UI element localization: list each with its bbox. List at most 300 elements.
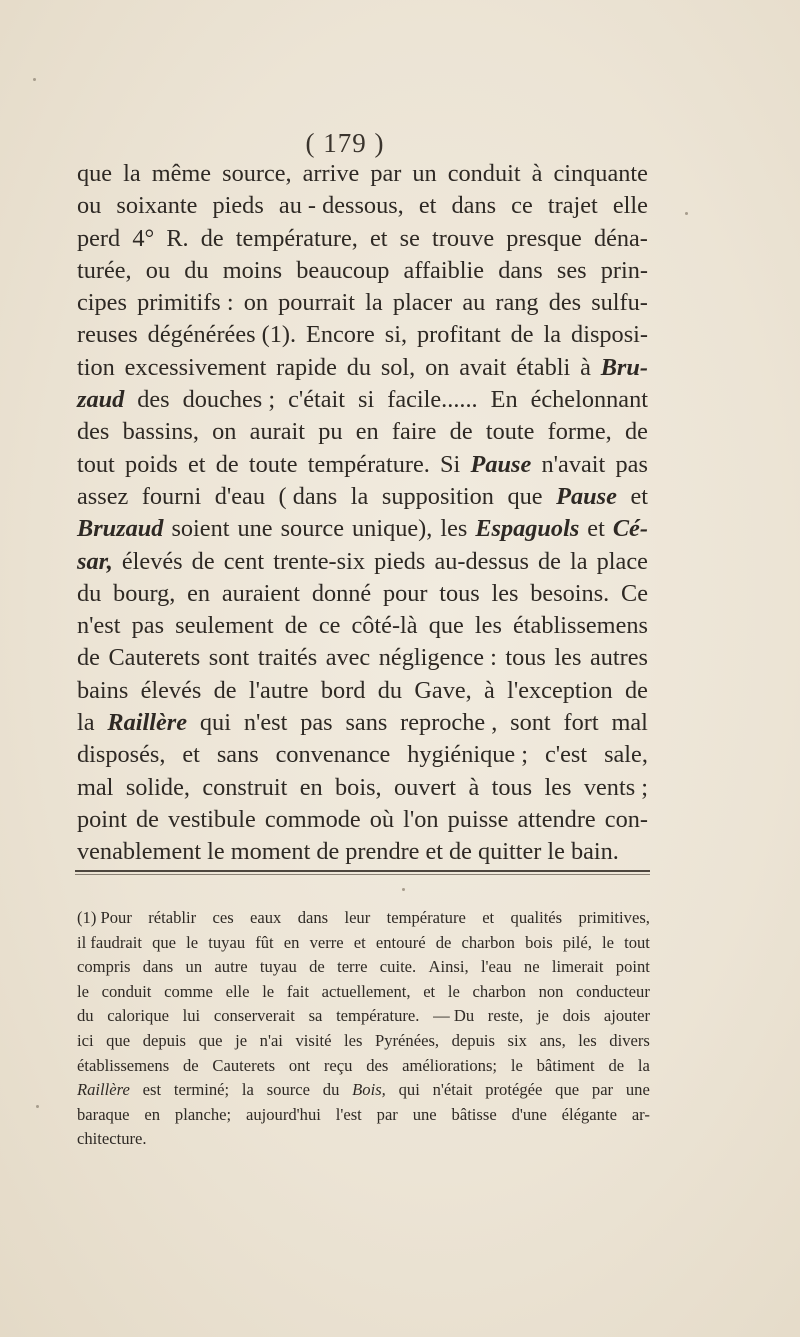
body-word: ouvert <box>393 773 457 801</box>
body-word: de <box>316 838 340 866</box>
body-line <box>77 287 648 319</box>
footnote-word: eaux <box>250 908 282 927</box>
body-word: dans <box>498 256 543 284</box>
body-word: au-dessus <box>434 547 529 575</box>
body-word: Gave, <box>414 676 472 704</box>
body-line <box>77 513 648 545</box>
body-line <box>77 255 648 287</box>
footnote-line <box>77 906 650 931</box>
body-word: Bruzaud <box>77 515 164 543</box>
body-line <box>77 223 648 255</box>
footnote-word: elle <box>225 981 250 1001</box>
footnote-word: je <box>536 1006 549 1026</box>
footnote-word: chitecture. <box>77 1129 147 1149</box>
footnote-line <box>77 1103 650 1128</box>
body-word: venablement <box>77 838 202 866</box>
body-word: sont <box>510 709 551 737</box>
footnote-word: dans <box>297 908 329 927</box>
body-word: par <box>370 160 402 187</box>
body-word: la <box>123 160 141 187</box>
body-word: de <box>625 418 648 446</box>
body-word: ( dans <box>278 482 338 510</box>
footnote-word: les <box>578 1030 597 1050</box>
body-word: si, <box>384 321 408 349</box>
footnote-word: l'eau <box>480 957 512 977</box>
footnote-word: non <box>538 981 564 1001</box>
footnote-separator-rule <box>75 870 650 872</box>
footnote-line <box>77 955 650 980</box>
body-word: prendre <box>345 838 420 866</box>
footnote-word: ne <box>523 957 540 977</box>
footnote-line <box>77 931 650 956</box>
body-word: unique), <box>352 515 433 543</box>
body-word: les <box>474 612 502 640</box>
body-word: rapide <box>276 353 337 381</box>
body-word: toute <box>485 418 535 446</box>
footnote-word: est <box>142 1080 162 1100</box>
footnote-word: lui <box>182 1006 201 1026</box>
footnote-word: que <box>555 1080 580 1100</box>
footnote-word: depuis <box>451 1030 495 1050</box>
body-word: reproche , <box>400 709 498 737</box>
body-word: elle <box>612 192 648 220</box>
body-word: fourni <box>141 482 202 510</box>
footnote-word: terre <box>337 957 368 977</box>
body-word: trente-six <box>273 547 365 575</box>
body-word: conduit <box>447 160 521 187</box>
body-word: excessivement <box>124 353 267 381</box>
body-word: le <box>547 838 565 866</box>
body-line <box>77 707 648 739</box>
body-word: en <box>187 579 211 607</box>
body-word: négligence : <box>378 644 497 672</box>
body-word: et <box>418 192 437 220</box>
body-word: on <box>243 289 268 317</box>
body-word: des <box>137 386 170 414</box>
body-line <box>77 836 648 868</box>
body-word: d'eau <box>214 482 265 510</box>
body-word: du <box>77 579 102 607</box>
footnote-word: ajouter <box>603 1006 650 1026</box>
body-word: Cé- <box>612 515 648 543</box>
footnote-word: de <box>608 1055 625 1075</box>
body-word: fort <box>563 709 599 737</box>
footnote-word: une <box>412 1104 437 1124</box>
body-word: pieds <box>374 547 426 575</box>
body-word: avec <box>325 644 371 672</box>
body-word: seulement <box>175 612 274 640</box>
footnote-word: qui <box>398 1080 420 1100</box>
body-word: la <box>570 547 588 575</box>
body-word: cent <box>223 547 265 575</box>
body-word: moins <box>222 256 283 284</box>
body-word: de <box>215 450 239 478</box>
body-word: des <box>548 289 582 317</box>
footnote-word: charbon <box>472 981 526 1001</box>
body-word: échelonnant <box>530 386 648 414</box>
body-word: la <box>365 289 383 317</box>
body-word: cipes <box>77 289 127 317</box>
body-word: dans <box>451 192 497 220</box>
body-word: la <box>543 321 562 349</box>
body-line <box>77 352 648 384</box>
footnote-word: comme <box>164 981 213 1001</box>
footnote-word: ces <box>212 908 234 927</box>
body-word: trouve <box>432 224 495 252</box>
footnote-word: conducteur <box>576 981 650 1001</box>
footnote-word: protégée <box>485 1080 543 1100</box>
body-word: bain. <box>570 838 619 866</box>
body-word: ce <box>318 612 341 640</box>
body-word: température, <box>235 224 358 252</box>
body-word: faire <box>391 418 437 446</box>
footnote-word: en <box>144 1104 161 1124</box>
body-word: Espaguols <box>475 515 580 543</box>
body-word: à <box>531 160 543 187</box>
footnote-word: tuyau <box>208 932 246 952</box>
body-word: le <box>207 838 225 866</box>
body-line <box>77 804 648 836</box>
footnote-word: ont <box>288 1055 311 1075</box>
footnote-word: rétablir <box>148 908 197 927</box>
body-word: bois, <box>335 773 382 801</box>
body-word: hygiénique ; <box>407 741 529 769</box>
body-word: établissemens <box>513 612 648 640</box>
body-word: et <box>187 450 206 478</box>
body-word: établi <box>516 353 571 381</box>
body-word: sulfu- <box>591 289 648 317</box>
body-word: l'exception <box>507 676 613 704</box>
footnote-word: température. <box>336 1006 420 1026</box>
body-word: que <box>507 482 543 510</box>
body-word: bord <box>320 676 366 704</box>
footnote-word: je <box>235 1030 248 1050</box>
footnote-line <box>77 1054 650 1079</box>
footnote-word: point <box>615 957 650 977</box>
body-word: élevés <box>121 547 183 575</box>
body-word: cinquante <box>553 160 648 187</box>
body-word: pas <box>615 450 648 478</box>
footnote-word: terminé; <box>173 1080 230 1100</box>
footnote-word: d'une <box>511 1104 547 1124</box>
footnote-word: Ainsi, <box>428 957 469 977</box>
footnote-word: planche; <box>174 1104 232 1124</box>
footnote-word: ans, <box>539 1030 566 1050</box>
body-word: de <box>449 418 473 446</box>
footnote-word: de <box>309 957 325 977</box>
footnote <box>77 906 650 1152</box>
body-word: profitant <box>417 321 501 349</box>
footnote-word: verre <box>309 932 344 952</box>
footnote-word: reçu <box>323 1055 353 1075</box>
body-word: vestibule <box>168 805 256 833</box>
body-line <box>77 642 648 674</box>
body-word: Ce <box>620 579 648 607</box>
body-word: tout <box>77 450 115 478</box>
footnote-word: par <box>376 1104 398 1124</box>
body-word: source <box>280 515 345 543</box>
body-word: les <box>491 579 519 607</box>
footnote-word: aujourd'hui <box>245 1104 321 1124</box>
body-word: autres <box>589 644 648 672</box>
body-word: de <box>191 547 215 575</box>
page-number: ( 179 ) <box>305 128 385 158</box>
body-word: la <box>77 709 95 737</box>
footnote-word: depuis <box>142 1030 187 1050</box>
body-word: pas <box>131 612 165 640</box>
footnote-word: des <box>366 1055 389 1075</box>
footnote-line <box>77 980 650 1005</box>
body-word: sont <box>208 644 250 672</box>
footnote-word: pilé, <box>562 932 592 952</box>
footnote-word: visité <box>295 1030 332 1050</box>
footnote-word: du <box>77 1006 94 1026</box>
footnote-word: améliorations; <box>402 1055 498 1075</box>
body-word: et <box>587 515 605 543</box>
body-word: auraient <box>221 579 301 607</box>
body-word: supposition <box>381 482 494 510</box>
footnote-word: et <box>423 981 436 1001</box>
footnote-word: ar- <box>631 1104 650 1124</box>
body-word: à <box>468 773 480 801</box>
body-word: Bru- <box>600 353 648 381</box>
body-word: Si <box>440 450 461 478</box>
body-word: bains <box>77 676 129 704</box>
body-word: élevés <box>140 676 202 704</box>
body-word: des <box>77 418 110 446</box>
body-word: bourg, <box>113 579 176 607</box>
body-word: source, <box>222 160 292 187</box>
footnote-word: entouré <box>375 932 426 952</box>
body-word: la <box>350 482 369 510</box>
body-word: forme, <box>547 418 612 446</box>
body-word: n'est <box>243 709 288 737</box>
footnote-word: il faudrait <box>77 932 142 952</box>
body-word: poids <box>125 450 178 478</box>
body-word: de <box>625 676 648 704</box>
body-word: tous <box>491 773 533 801</box>
body-line <box>77 319 648 351</box>
footnote-word: calorique <box>107 1006 169 1026</box>
footnote-word: par <box>591 1080 614 1100</box>
body-word: et <box>370 224 388 252</box>
body-word: aurait <box>249 418 305 446</box>
footnote-word: que <box>106 1030 131 1050</box>
body-word: turée, <box>77 256 132 284</box>
footnote-word: et <box>353 932 366 952</box>
paper-speck <box>36 1105 39 1108</box>
body-word: toute <box>248 450 298 478</box>
footnote-word: la <box>241 1080 254 1100</box>
footnote-word: élégante <box>561 1104 617 1124</box>
body-word: Raillère <box>107 709 188 737</box>
body-word: de <box>200 224 224 252</box>
footnote-line <box>77 1078 650 1103</box>
body-word: mal <box>611 709 648 737</box>
body-word: trajet <box>547 192 598 220</box>
body-word: une <box>237 515 273 543</box>
footnote-word: que <box>198 1030 223 1050</box>
body-line <box>77 772 648 804</box>
footnote-word: baraque <box>77 1104 130 1124</box>
body-word: tous <box>439 579 480 607</box>
footnote-word: le <box>262 981 275 1001</box>
body-word: commode <box>264 805 361 833</box>
body-word: un <box>412 160 437 187</box>
paper-speck <box>33 78 36 81</box>
footnote-word: le <box>510 1055 523 1075</box>
body-word: vents ; <box>583 773 648 801</box>
body-word: convenance <box>275 741 391 769</box>
body-word: pour <box>382 579 428 607</box>
body-word: n'est <box>77 612 121 640</box>
body-word: besoins. <box>530 579 610 607</box>
body-word: sans <box>345 709 388 737</box>
body-word: bassins, <box>122 418 199 446</box>
footnote-word: leur <box>344 908 371 927</box>
body-word: au <box>462 289 486 317</box>
footnote-word: fait <box>286 981 309 1001</box>
body-word: presque <box>506 224 582 252</box>
body-word: ses <box>556 256 587 284</box>
footnote-word: de <box>182 1055 199 1075</box>
main-text <box>77 158 648 869</box>
body-word: soixante <box>116 192 198 220</box>
body-word: solide, <box>125 773 190 801</box>
body-word: point <box>77 805 127 833</box>
body-word: assez <box>77 482 129 510</box>
body-word: de <box>538 547 561 575</box>
footnote-word: tuyau <box>259 957 297 977</box>
body-word: facile...... <box>387 386 478 414</box>
body-word: déna- <box>593 224 648 252</box>
body-word: on <box>212 418 237 446</box>
body-line <box>77 384 648 416</box>
footnote-word: n'était <box>432 1080 473 1100</box>
body-word: 4° <box>132 224 155 252</box>
footnote-word: le <box>602 932 614 952</box>
footnote-word: le <box>77 981 89 1001</box>
body-word: sale, <box>604 741 648 769</box>
footnote-word: ici <box>77 1030 94 1050</box>
body-line <box>77 675 648 707</box>
body-word: du <box>377 676 403 704</box>
footnote-word: et <box>482 908 495 927</box>
footnote-word: qualités <box>510 908 563 927</box>
body-word: ou <box>77 192 102 220</box>
body-word: en <box>299 773 323 801</box>
body-word: tous <box>505 644 546 672</box>
body-word: zaud <box>77 386 125 414</box>
body-word: du <box>346 353 371 381</box>
body-word: et <box>425 838 444 866</box>
footnote-word: tout <box>624 932 650 952</box>
body-word: sans <box>216 741 259 769</box>
footnote-word: la <box>637 1055 650 1075</box>
body-word: placer <box>392 289 453 317</box>
footnote-word: charbon <box>461 932 515 952</box>
body-word: si <box>358 386 375 414</box>
body-word: dégénérées (1). <box>147 321 297 349</box>
body-word: mal <box>77 773 114 801</box>
paper-speck <box>685 212 688 215</box>
body-line <box>77 158 648 190</box>
body-line <box>77 610 648 642</box>
body-word: puisse <box>447 805 509 833</box>
body-word: douches ; <box>182 386 276 414</box>
body-word: R. <box>166 224 189 252</box>
body-word: n'avait <box>541 450 606 478</box>
body-word: Pause <box>470 450 532 478</box>
footnote-word: conduit <box>101 981 152 1001</box>
body-word: de <box>510 321 534 349</box>
body-word: moment <box>230 838 311 866</box>
body-word: côté-là <box>351 612 418 640</box>
body-word: rang <box>495 289 539 317</box>
body-word: En <box>490 386 518 414</box>
footnote-word: autre <box>214 957 248 977</box>
footnote-line <box>77 1004 650 1029</box>
footnote-word: en <box>283 932 300 952</box>
footnote-word: (1) Pour <box>77 908 132 927</box>
body-word: perd <box>77 224 121 252</box>
footnote-line <box>77 1127 650 1152</box>
footnote-word: Cauterets <box>212 1055 276 1075</box>
footnote-word: bâtiment <box>536 1055 595 1075</box>
footnote-word: le <box>186 932 199 952</box>
body-word: ce <box>511 192 533 220</box>
body-word: que <box>77 160 113 187</box>
body-word: beaucoup <box>296 256 390 284</box>
body-word: avait <box>459 353 507 381</box>
body-word: Encore <box>306 321 375 349</box>
body-line <box>77 190 648 222</box>
body-word: qui <box>199 709 231 737</box>
footnote-word: cuite. <box>379 957 417 977</box>
body-word: place <box>596 547 648 575</box>
body-word: au - dessous, <box>278 192 404 220</box>
body-word: pourrait <box>278 289 356 317</box>
body-word: ou <box>145 256 171 284</box>
body-word: l'on <box>403 805 439 833</box>
body-word: quitter <box>477 838 542 866</box>
body-word: disposi- <box>571 321 648 349</box>
footnote-word: de <box>435 932 452 952</box>
body-word: reuses <box>77 321 138 349</box>
body-line <box>77 416 648 448</box>
footnote-word: limerait <box>551 957 604 977</box>
body-word: et <box>182 741 200 769</box>
body-line <box>77 481 648 513</box>
body-word: de <box>284 612 308 640</box>
footnote-word: source <box>266 1080 310 1100</box>
body-word: à <box>484 676 495 704</box>
body-word: pieds <box>212 192 264 220</box>
footnote-word: sa <box>308 1006 323 1026</box>
body-word: température. <box>307 450 430 478</box>
footnote-word: — Du <box>433 1006 475 1026</box>
body-word: les <box>440 515 468 543</box>
body-line <box>77 546 648 578</box>
body-word: soient <box>171 515 230 543</box>
footnote-word: établissemens <box>77 1055 170 1075</box>
body-word: du <box>184 256 209 284</box>
body-word: primitifs : <box>137 289 234 317</box>
body-word: traités <box>257 644 318 672</box>
footnote-word: six <box>507 1030 527 1050</box>
body-word: à <box>580 353 591 381</box>
paper-speck <box>402 888 405 891</box>
